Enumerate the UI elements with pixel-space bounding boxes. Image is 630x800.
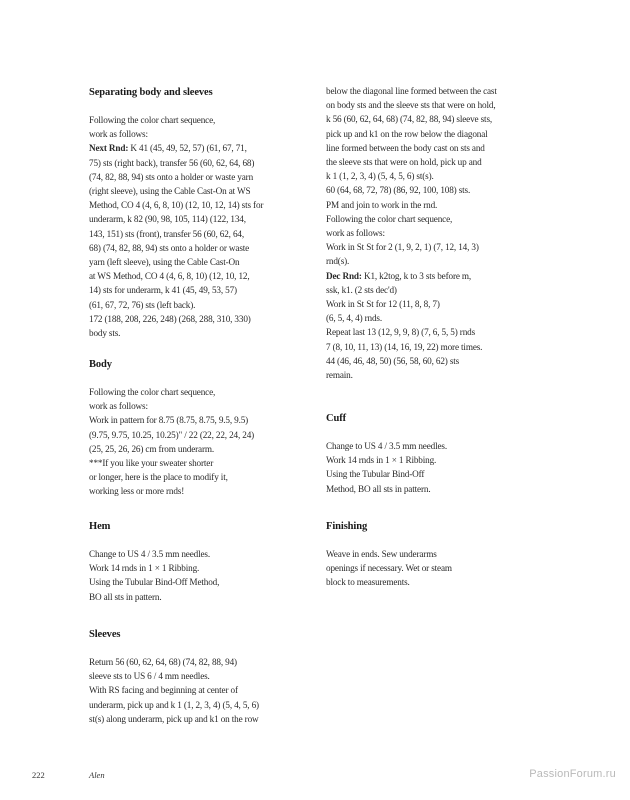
section-text [326,547,541,590]
next-rnd-text: K 41 (45, 49, 52, 57) (61, 67, 71, [128,143,247,154]
text-line: Work in St St for 2 (1, 9, 2, 1) (7, 12, 14, 3) [326,242,479,253]
text-line: PM and join to work in the rnd. [326,199,438,210]
section-body [89,357,304,499]
next-rnd-label: Next Rnd: [89,143,129,154]
text-line: k 1 (1, 2, 3, 4) (5, 4, 5, 6) st(s). [326,171,434,182]
section-text [89,547,304,604]
text-line: ***If you like your sweater shorter [89,458,214,469]
text-line: Following the color chart sequence, [326,213,453,224]
text-line: rnd(s). [326,256,350,267]
text-line: body sts. [89,328,121,339]
text-line: the sleeve sts that were on hold, pick up and [326,157,482,168]
text-line: st(s) along underarm, pick up and k1 on the row [89,713,259,724]
section-heading: Hem [89,521,111,532]
text-line: 44 (46, 46, 48, 50) (56, 58, 60, 62) sts [326,355,460,366]
section-separating [89,85,304,340]
text-line: line formed between the body cast on sts and [326,142,485,153]
text-line: BO all sts in pattern. [89,591,162,602]
text-line: work as follows: [326,228,385,239]
text-line: (9.75, 9.75, 10.25, 10.25)" / 22 (22, 22, 24, 24) [89,429,255,440]
watermark: PassionForum.ru [529,768,616,780]
text-line: k 56 (60, 62, 64, 68) (74, 82, 88, 94) sleeve sts, [326,114,493,125]
text-line: (61, 67, 72, 76) sts (left back). [89,299,196,310]
section-heading: Sleeves [89,629,121,640]
text-line: Return 56 (60, 62, 64, 68) (74, 82, 88, 94) [89,657,237,667]
section-text [89,385,304,499]
text-line: Work 14 rnds in 1 × 1 Ribbing. [326,455,437,466]
section-sleeves [89,627,304,726]
section-heading: Cuff [326,413,347,424]
text-line: 172 (188, 208, 226, 248) (268, 288, 310, 330) [89,313,251,324]
section-text [326,439,541,496]
text-line: ssk, k1. (2 sts dec'd) [326,284,397,295]
text-line: 68) (74, 82, 88, 94) sts onto a holder or waste [89,242,250,253]
text-line: yarn (left sleeve), using the Cable Cast-On [89,257,240,268]
text-line: pick up and k1 on the row below the diagonal [326,128,488,139]
text-line: Weave in ends. Sew underarms [326,549,437,559]
text-line: block to measurements. [326,577,410,588]
text-line: Following the color chart sequence, [89,115,216,125]
text-line: on body sts and the sleeve sts that were on hold, [326,100,496,111]
text-line: work as follows: [89,129,148,140]
text-line: 75) sts (right back), transfer 56 (60, 62, 64, 68) [89,157,255,168]
text-line: Change to US 4 / 3.5 mm needles. [326,441,448,451]
text-line: Following the color chart sequence, [89,387,216,397]
text-line: remain. [326,370,353,381]
text-line: Using the Tubular Bind-Off Method, [89,577,220,588]
text-line: (6, 5, 4, 4) rnds. [326,313,382,324]
text-line: 143, 151) sts (front), transfer 56 (60, 62, 64, [89,228,244,239]
text-line: at WS Method, CO 4 (4, 6, 8, 10) (12, 10, 12, [89,271,250,282]
text-line: Change to US 4 / 3.5 mm needles. [89,549,211,559]
text-line: 7 (8, 10, 11, 13) (14, 16, 19, 22) more times. [326,341,483,352]
section-finishing [326,519,541,590]
text-line: below the diagonal line formed between the cast [326,86,497,96]
text-line: 60 (64, 68, 72, 78) (86, 92, 100, 108) sts. [326,185,471,196]
text-line: underarm, k 82 (90, 98, 105, 114) (122, 134, [89,214,246,225]
text-line: Method, CO 4 (4, 6, 8, 10) (12, 10, 12, 14) sts for [89,200,264,211]
section-intro [89,113,304,340]
text-line: 14) sts for underarm, k 41 (45, 49, 53, 57) [89,285,237,296]
text-line [89,141,304,155]
section-heading: Finishing [326,521,368,532]
text-line: Repeat last 13 (12, 9, 9, 8) (7, 6, 5, 5) rnds [326,327,476,338]
text-line: Using the Tubular Bind-Off [326,469,425,480]
text-line: With RS facing and beginning at center of [89,685,238,696]
text-line: working less or more rnds! [89,486,185,497]
text-line: (74, 82, 88, 94) sts onto a holder or waste yarn [89,171,254,182]
section-text [89,655,304,726]
text-line: sleeve sts to US 6 / 4 mm needles. [89,671,210,682]
section-text [326,84,541,212]
text-line: (25, 25, 26, 26) cm from underarm. [89,443,215,454]
section-text [326,212,541,382]
text-line: openings if necessary. Wet or steam [326,563,452,574]
text-line: (right sleeve), using the Cable Cast-On at WS [89,186,251,197]
dec-rnd-label: Dec Rnd: [326,270,362,281]
page-number: 222 [32,770,45,780]
text-line: underarm, pick up and k 1 (1, 2, 3, 4) (5, 4, 5, 6) [89,699,259,710]
dec-rnd-text: K1, k2tog, k to 3 sts before m, [361,270,472,281]
text-line: Work 14 rnds in 1 × 1 Ribbing. [89,563,200,574]
section-heading: Separating body and sleeves [89,87,213,98]
text-line: work as follows: [89,401,148,412]
text-line: Work in St St for 12 (11, 8, 8, 7) [326,299,440,310]
text-line: or longer, here is the place to modify it, [89,472,228,483]
text-line [326,269,541,283]
section-sleeves-continued [326,84,541,382]
section-hem [89,519,304,604]
section-heading: Body [89,359,112,370]
text-line: Work in pattern for 8.75 (8.75, 8.75, 9.5, 9.5) [89,415,249,426]
footer-title: Alen [89,770,105,780]
text-line: Method, BO all sts in pattern. [326,483,431,494]
section-cuff [326,411,541,496]
